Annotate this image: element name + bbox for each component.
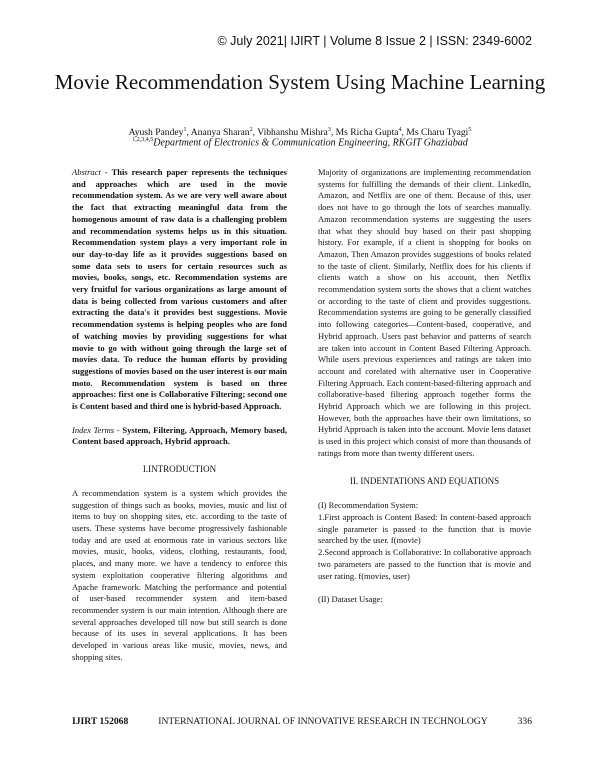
abstract-text: This research paper represents the techniques and approaches which are used in the movie recommendation system. As we are very well aware about the fact that extracting meaningful data from the homogenous amount of raw data is a challenging problem and recommendation systems helps us in this situation. Recommendation system plays a very important role in our day-to-day life as it provides suggestions based on some data sets to users for certain resources such as movies, books, songs, etc. Recommendation systems are very fruitful for various organizations as large amount of data is being collected from various customers and after extracting the data's it provides best suggestions. Movie recommendation systems is helping peoples who are fond of watching movies by providing suggestions for what movie to go with without going through the large set of movies data. To reduce the human efforts by providing suggestions of movies based on the user interest is our main moto. Recommendation system is based on three approaches: first one is Collaborative Filtering; second one is Content based and third one is hybrid-based Approach. — [72, 167, 287, 412]
section-heading-introduction: I.INTRODUCTION — [142, 464, 217, 475]
paper-title: Movie Recommendation System Using Machine Learning — [54, 70, 546, 94]
page-footer — [72, 716, 532, 727]
author: Ayush Pandey$^1$, — [128, 127, 191, 139]
author: Ms Charu Tyagi$^5$ — [406, 127, 472, 139]
subheading-dataset-usage: (II) Dataset Usage: — [318, 594, 383, 605]
footer-journal-name: INTERNATIONAL JOURNAL OF INNOVATIVE RESEARCH IN TECHNOLOGY — [158, 716, 488, 727]
body-paragraph: Majority of organizations are implementing recommendation systems for fulfilling the demands of their client. LinkedIn, Amazon, and Netflix are one of them. Because of this, user does not have to go through the lots of searches manually. Amazon recommendation systems are suggesting the users that what they should buy based on their past shopping history. For example, if a client is shopping for books on Amazon, Then Amazon provides suggestions of books related to the taste of client. Similarly, Netflix does for his clients if clients watch a show on his account, then Netflix recommendation system sorts the shows that a client watches or according to the taste of client and provides suggestions. Recommendation systems are going to be generally classified into following categories—Content-based, cooperative, and Hybrid approach. Users past behavior and patterns of search are taken into account in Content Based Filtering Approach. While users previous experiences and ratings are taken into account and corelated with alternative user in Cooperative Filtering Approach. Each content-based-filtering approach and collaborative-based filtering approach together forms the Hybrid Approach which we are following in this project. However, both the approaches have their own limitations, so Hybrid Approach is taken into the account. Movie lens dataset is used in this project which consist of more than thousands of ratings from more than twenty different users. — [318, 167, 531, 458]
abstract — [72, 167, 287, 413]
section-heading-equations: II. INDENTATIONS AND EQUATIONS — [349, 475, 500, 486]
introduction-text: A recommendation system is a system which provides the suggestion of things such as books, movies, music and list of items to buy on shopping sites, etc. according to the taste of users. These systems have become progressively fashionable today and are used at enormous rate in various sectors like movies, music, books, videos, clothing, restaurants, food, places, and many more. we have a tendency to enforce this system exploitation cooperative filtering algorithms and Apache framework. Matching the performance and potential of user-based recommender system and item-based recommender system is our main intention. Although there are several approaches developed till now but still search is done because of its uses in several applications. It has been developed in various areas like music, movies, news, and shopping sites. — [72, 487, 287, 662]
author: Ms Richa Gupta$^4$, — [335, 127, 407, 139]
list-item-content-based: 1.First approach is Content Based: In content-based approach single parameter is passed to the function that is movie searched by the user. f(movie) — [318, 511, 531, 546]
index-terms-text: System, Filtering, Approach, Memory based, Content based approach, Hybrid approach. — [72, 424, 287, 447]
journal-header: © July 2021| IJIRT | Volume 8 Issue 2 | ISSN: 2349-6002 — [217, 34, 532, 48]
author: Vibhanshu Mishra$^3$, — [257, 127, 336, 139]
list-item-collaborative: 2.Second approach is Collaborative: In collaborative approach two parameters are passed to the function that is movie and user rating. f(movies, user) — [318, 547, 531, 581]
index-terms-label: Index Terms - — [72, 424, 123, 435]
left-column — [72, 167, 287, 663]
page-number: 336 — [517, 716, 532, 727]
index-terms — [72, 425, 287, 448]
abstract-label: Abstract - — [72, 167, 112, 177]
footer-paper-id: IJIRT 152068 — [72, 716, 129, 727]
author: Ananya Sharan$^2$, — [190, 127, 258, 139]
subheading-recommendation-system: (I) Recommendation System: — [318, 500, 419, 511]
affiliation: $^{1,2,3,4,5}$Department of Electronics & Communication Engineering, RKGIT Ghaziabad — [132, 137, 468, 149]
right-column — [318, 167, 531, 606]
